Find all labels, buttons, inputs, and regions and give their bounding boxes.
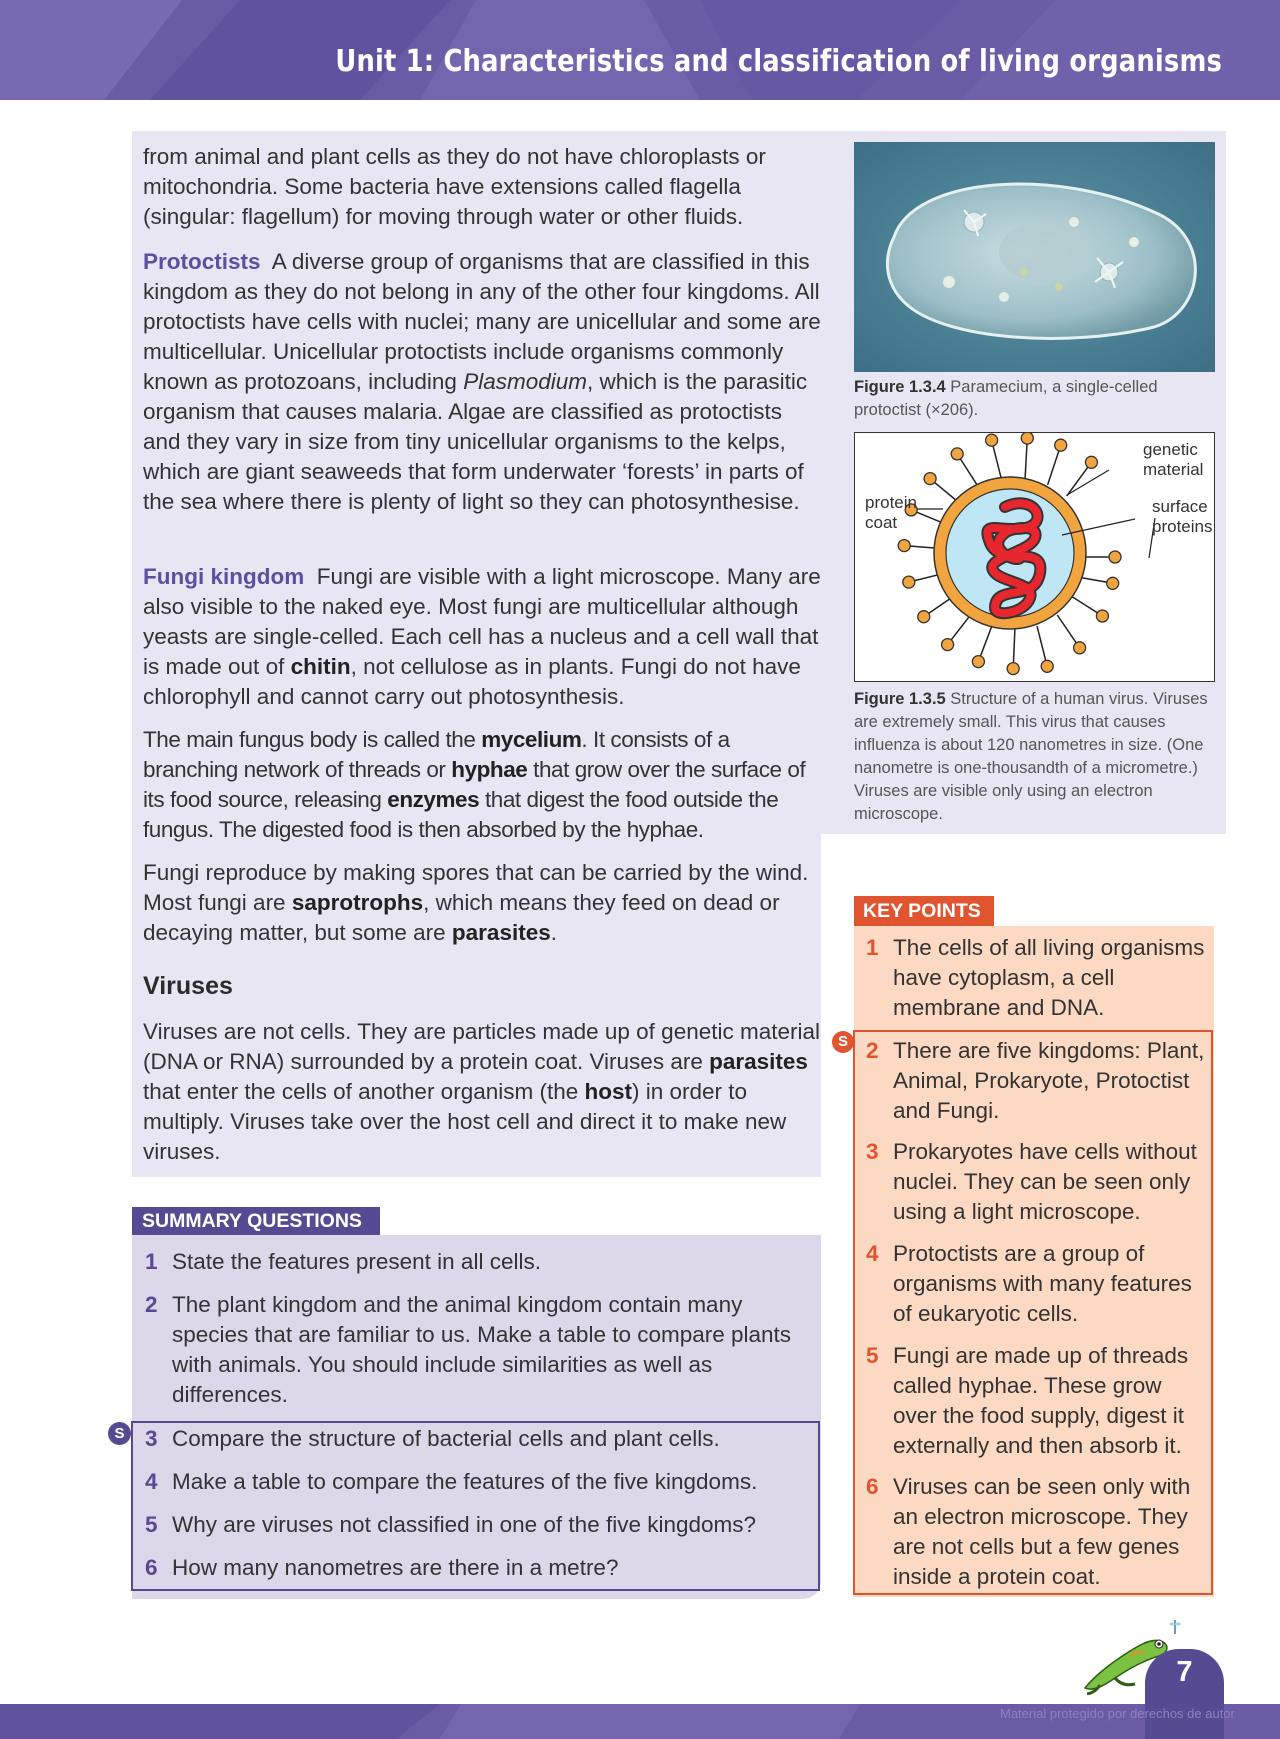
paramecium-photo — [854, 142, 1215, 372]
page-title: Unit 1: Characteristics and classification of living organisms — [335, 44, 1222, 79]
figure-1-3-5-caption: Figure 1.3.5 Structure of a human virus. Viruses are extremely small. This virus that causes influenza is about 120 nanometres in size. (One nanometre is one-thousandth of a micrometre.) Viruses are visible only using an electron microscope. — [854, 690, 1208, 823]
key-point-item: 2 There are five kingdoms: Plant, Animal, Prokaryote, Protoctist and Fungi. — [866, 1038, 1205, 1123]
summary-question-item: 6 How many nanometres are there in a metre? — [145, 1555, 619, 1580]
reproduce-paragraph: Fungi reproduce by making spores that can be carried by the wind. Most fungi are saprotrophs, which means they feed on dead or decaying matter, but some are parasites. — [143, 860, 809, 945]
mycelium-paragraph: The main fungus body is called the mycelium. It consists of a branching network of threads or hyphae that grow over the surface of its food source, releasing enzymes that digest the food outside the fungus. The digested food is then absorbed by the hyphae. — [143, 727, 806, 842]
virus-diagram — [854, 432, 1215, 682]
fungi-term: Fungi kingdom — [143, 564, 305, 589]
protoctists-term: Protoctists — [143, 249, 261, 274]
fungi-paragraph: Fungi kingdom Fungi are visible with a light microscope. Many are also visible to the naked eye. Most fungi are multicellular although yeasts are single-celled. Each cell has a nucleus and a cell wall that is made out of chitin, not cellulose as in plants. Fungi do not have chlorophyll and cannot carry out photosynthesis. — [143, 564, 821, 709]
surface-proteins-label: surface proteins — [1152, 497, 1213, 536]
protoctists-paragraph: Protoctists A diverse group of organisms that are classified in this kingdom as they do not belong in any of the other four kingdoms. All protoctists have cells with nuclei; many are unicellular and some are multicellular. Unicellular protoctists include organisms commonly known as protozoans, including Plasmodium, which is the parasitic organism that causes malaria. Algae are classified as protoctists and they vary in size from tiny unicellular organisms to the kelps, which are giant seaweeds that form underwater ‘forests’ in parts of the sea where there is plenty of light so they can photosynthesise. — [143, 249, 821, 514]
footer-facet — [440, 1704, 860, 1739]
summary-questions-title: SUMMARY QUESTIONS — [132, 1207, 380, 1235]
key-point-item: 4 Protoctists are a group of organisms with many features of eukaryotic cells. — [866, 1241, 1192, 1326]
key-point-item: 5 Fungi are made up of threads called hyphae. These grow over the food supply, digest it externally and then absorb it. — [866, 1343, 1189, 1458]
genetic-material-label: genetic material — [1143, 440, 1204, 479]
summary-question-item: 4 Make a table to compare the features of the five kingdoms. — [145, 1469, 758, 1494]
page-number: 7 — [1176, 1656, 1193, 1688]
key-points-title: KEY POINTS — [854, 896, 994, 926]
figure-1-3-4-caption: Figure 1.3.4 Paramecium, a single-celled protoctist (×206). — [854, 378, 1158, 419]
copyright-watermark: Material protegido por derechos de autor — [1000, 1706, 1235, 1721]
paramecium-image — [854, 142, 1215, 372]
key-points-s-badge: S — [832, 1031, 854, 1053]
page-header — [0, 0, 1280, 100]
protein-coat-label: protein coat — [865, 493, 917, 532]
viruses-paragraph: Viruses are not cells. They are particles made up of genetic material (DNA or RNA) surrounded by a protein coat. Viruses are parasites that enter the cells of another organism (the host) in order to multiply. Viruses take over the host cell and direct it to make new viruses. — [143, 1019, 821, 1164]
summary-question-item: 5 Why are viruses not classified in one of the five kingdoms? — [145, 1512, 757, 1537]
key-point-item: 1 The cells of all living organisms have cytoplasm, a cell membrane and DNA. — [866, 935, 1205, 1020]
summary-question-item: 1 State the features present in all cells. — [145, 1249, 541, 1274]
summary-question-item: 3 Compare the structure of bacterial cells and plant cells. — [145, 1426, 720, 1451]
key-point-item: 3 Prokaryotes have cells without nuclei. They can be seen only using a light microscope. — [866, 1139, 1197, 1224]
bacteria-paragraph: from animal and plant cells as they do not have chloroplasts or mitochondria. Some bacteria have extensions called flagella (singular: flagellum) for moving through water or other fluids. — [143, 144, 766, 229]
summary-questions-s-badge: S — [108, 1422, 131, 1445]
key-point-item: 6 Viruses can be seen only with an electron microscope. They are not cells but a few genes inside a protein coat. — [866, 1474, 1191, 1589]
plasmodium-term: Plasmodium — [463, 369, 587, 394]
footer-facet — [0, 1704, 440, 1739]
viruses-heading: Viruses — [143, 972, 233, 1000]
summary-question-item: 2 The plant kingdom and the animal kingdom contain many species that are familiar to us. Make a table to compare plants with animals. You should include similarities as well as differences. — [145, 1292, 792, 1407]
dragonfly-icon — [1169, 1620, 1181, 1634]
